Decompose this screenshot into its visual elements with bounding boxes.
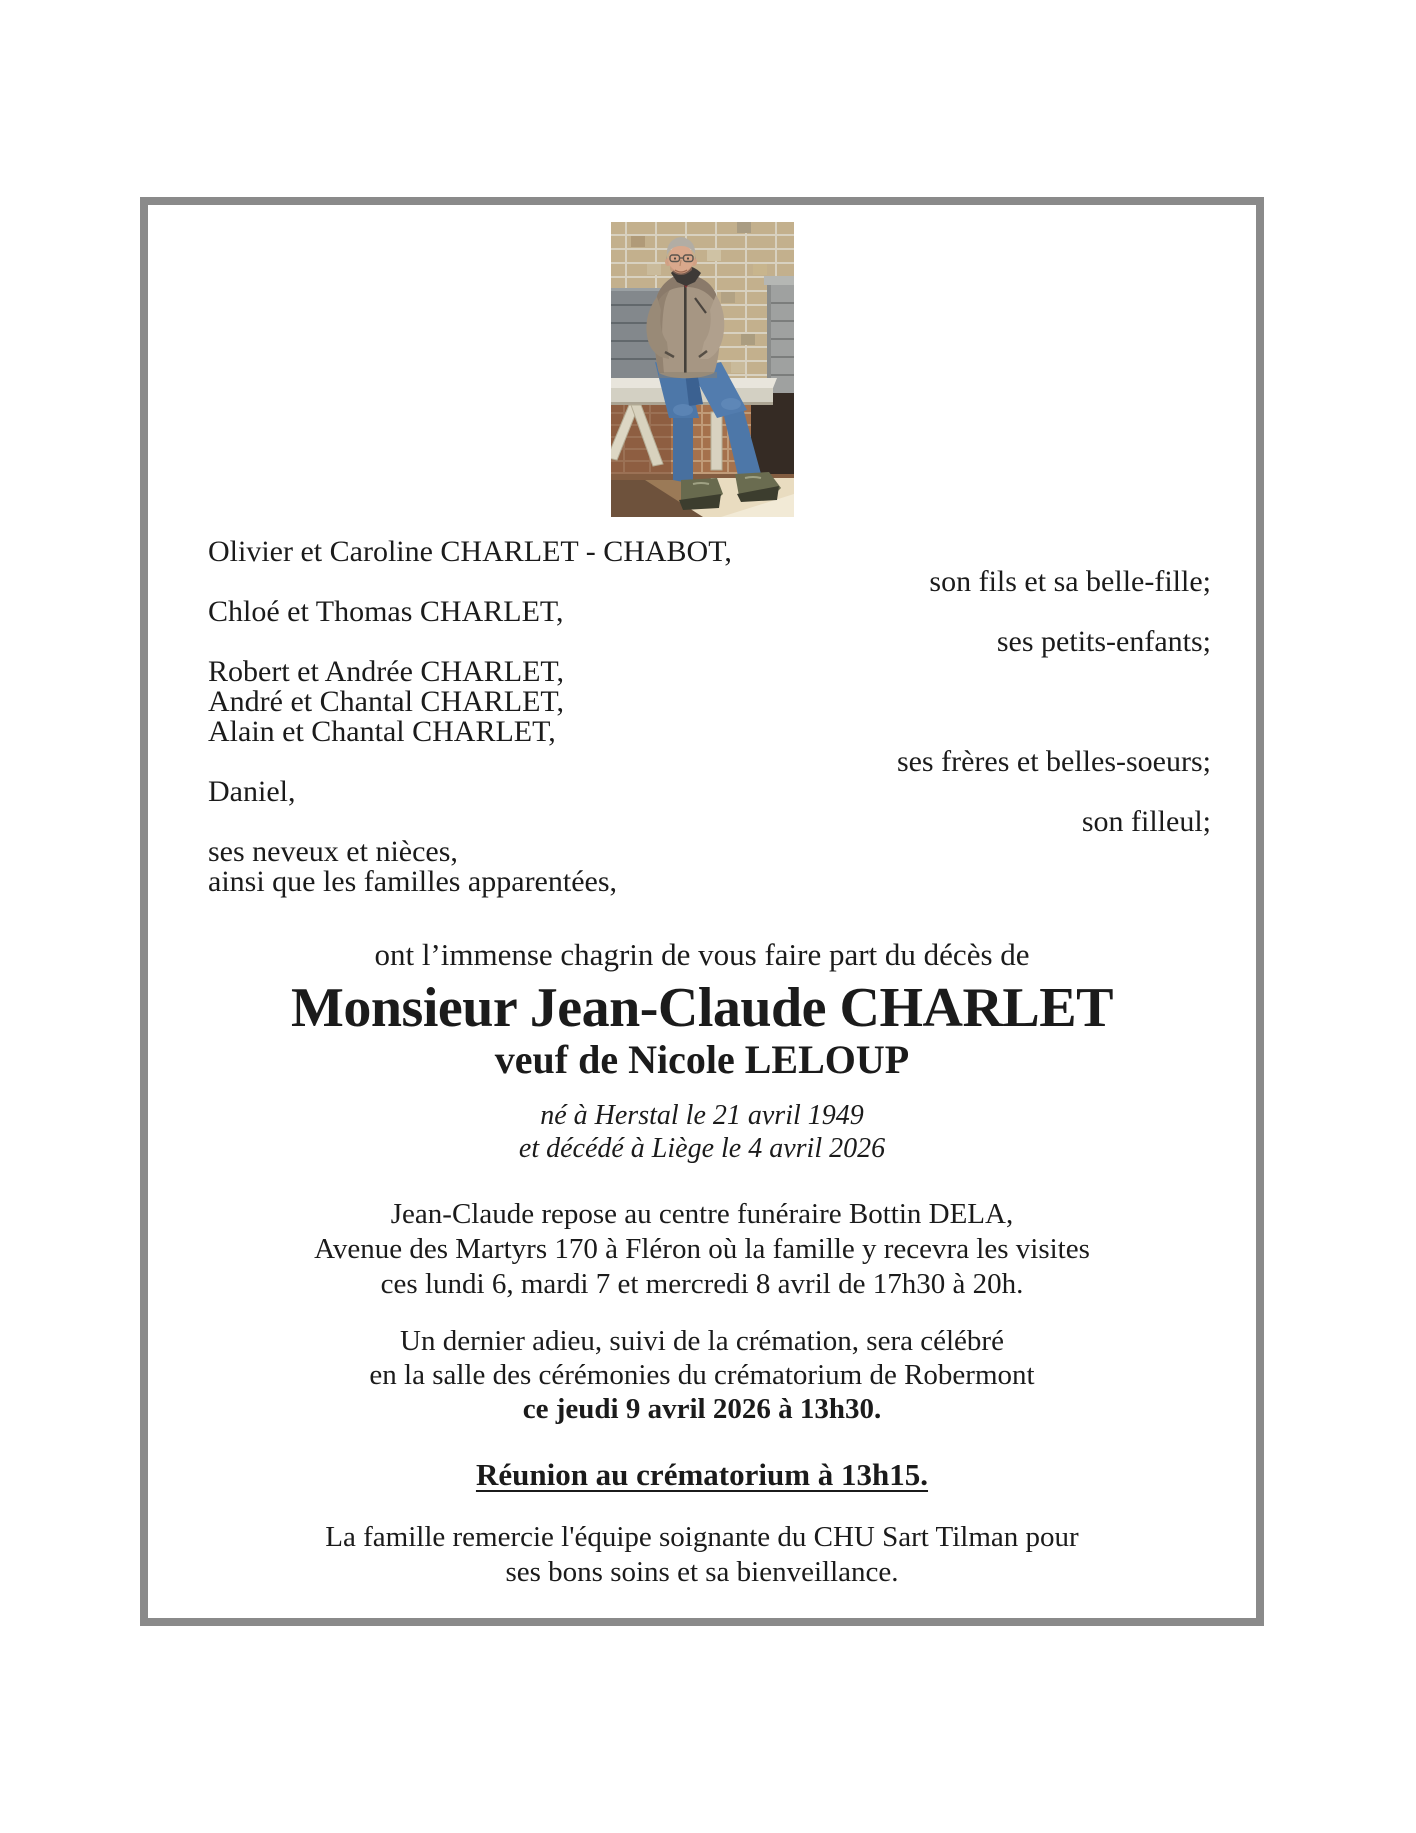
family-line: Olivier et Caroline CHARLET - CHABOT, (208, 535, 732, 568)
ceremony-line: Un dernier adieu, suivi de la crémation, sera célébré (400, 1325, 1004, 1357)
family-line: Alain et Chantal CHARLET, (208, 715, 556, 748)
announcement-intro: ont l’immense chagrin de vous faire part du décès de (374, 937, 1030, 972)
vital-dates-block (148, 1099, 1256, 1165)
family-line: ses neveux et nièces, (208, 835, 458, 868)
relation-line: ses frères et belles-soeurs; (896, 745, 1211, 778)
wake-line: Avenue des Martyrs 170 à Fléron où la famille y recevra les visites (314, 1233, 1090, 1265)
wake-line: Jean-Claude repose au centre funéraire Bottin DELA, (390, 1198, 1014, 1230)
relation-line: son fils et sa belle-fille; (929, 565, 1211, 598)
wake-paragraph (148, 1197, 1256, 1302)
family-names-block (208, 537, 1211, 897)
ceremony-line: en la salle des cérémonies du crématorium de Robermont (369, 1359, 1035, 1391)
thanks-line: ses bons soins et sa bienveillance. (505, 1556, 899, 1588)
wake-line: ces lundi 6, mardi 7 et mercredi 8 avril de 17h30 à 20h. (380, 1268, 1024, 1300)
relation-line: son filleul; (1081, 805, 1211, 838)
thanks-paragraph (148, 1520, 1256, 1590)
death-line: et décédé à Liège le 4 avril 2026 (518, 1133, 886, 1164)
thanks-line: La famille remercie l'équipe soignante du CHU Sart Tilman pour (325, 1521, 1079, 1553)
relation-line: ses petits-enfants; (996, 625, 1211, 658)
concrete-blocks (764, 276, 794, 393)
widower-line: veuf de Nicole LELOUP (494, 1037, 910, 1082)
birth-line: né à Herstal le 21 avril 1949 (540, 1100, 864, 1131)
deceased-name: Monsieur Jean-Claude CHARLET (291, 977, 1113, 1039)
portrait-photo-illustration (611, 222, 794, 517)
ceremony-paragraph (148, 1324, 1256, 1426)
meeting-line: Réunion au crématorium à 13h15. (475, 1457, 929, 1492)
border-frame (140, 197, 1264, 1626)
family-line: ainsi que les familles apparentées, (208, 865, 618, 898)
family-line: Chloé et Thomas CHARLET, (208, 595, 564, 628)
family-line: Daniel, (208, 775, 296, 808)
family-line: André et Chantal CHARLET, (208, 685, 565, 718)
family-line: Robert et Andrée CHARLET, (208, 655, 565, 688)
ceremony-datetime: ce jeudi 9 avril 2026 à 13h30. (522, 1393, 882, 1425)
portrait-photo (611, 222, 794, 517)
